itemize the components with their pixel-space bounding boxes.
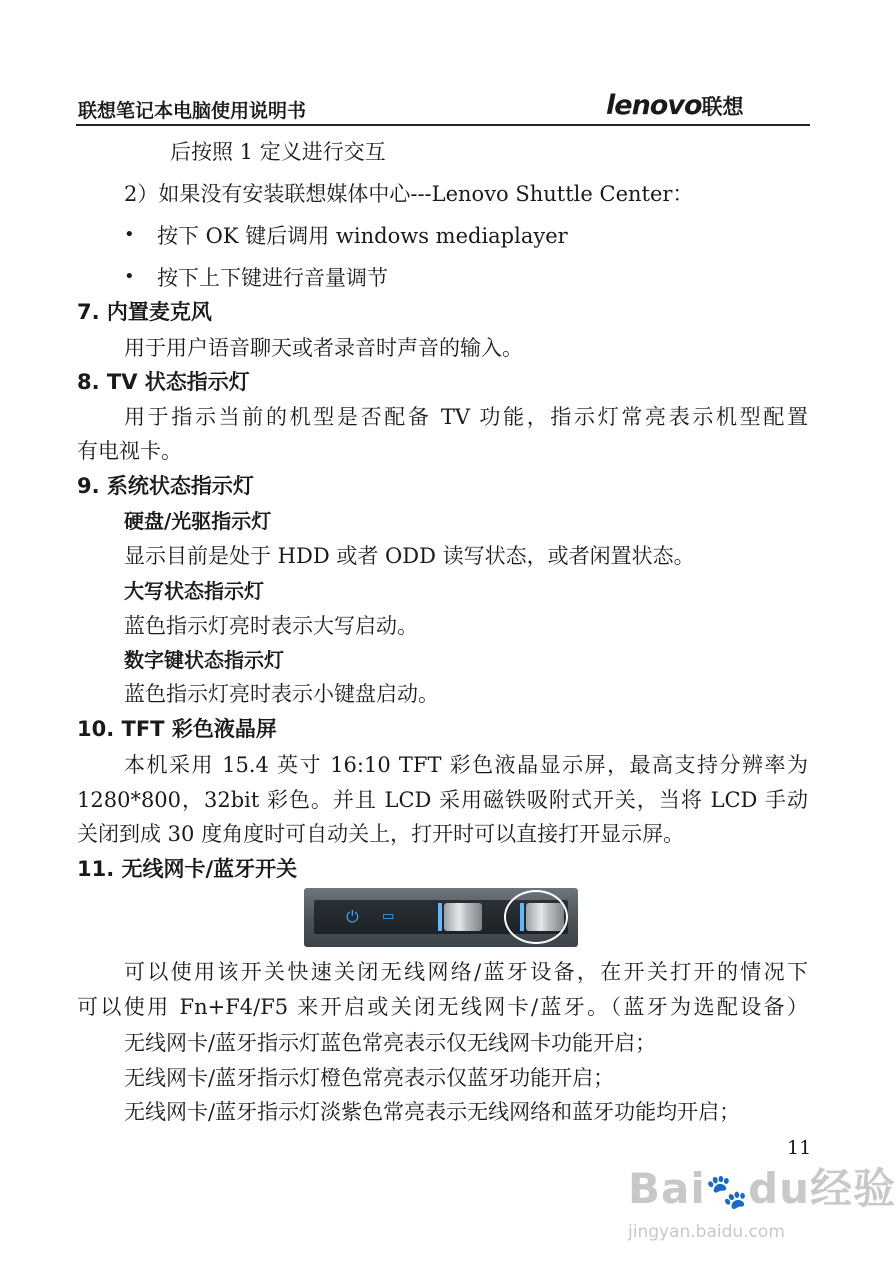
- section-body: 1280*800，32bit 彩色。并且 LCD 采用磁铁吸附式开关，当将 LCD 手动: [77, 788, 808, 812]
- bullet-item: 按下上下键进行音量调节: [157, 266, 388, 290]
- text-line: 2）如果没有安装联想媒体中心---Lenovo Shuttle Center：: [124, 182, 694, 206]
- watermark-brand-end: du: [748, 1164, 811, 1213]
- subheading: 大写状态指示灯: [124, 579, 264, 603]
- section-body: 无线网卡/蓝牙指示灯蓝色常亮表示仅无线网卡功能开启；: [124, 1031, 657, 1055]
- section-title-11: 11. 无线网卡/蓝牙开关: [77, 857, 298, 881]
- section-body: 显示目前是处于 HDD 或者 ODD 读写状态，或者闲置状态。: [124, 544, 695, 568]
- section-body: 蓝色指示灯亮时表示大写启动。: [124, 614, 418, 638]
- section-body: 本机采用 15.4 英寸 16:10 TFT 彩色液晶显示屏，最高支持分辨率为: [124, 753, 808, 777]
- wireless-switch-photo: [304, 888, 578, 947]
- section-title-8: 8. TV 状态指示灯: [77, 370, 250, 394]
- section-body: 蓝色指示灯亮时表示小键盘启动。: [124, 682, 439, 706]
- subheading: 数字键状态指示灯: [124, 648, 284, 672]
- wireless-indicator-icon: ▭: [382, 909, 395, 924]
- section-title-10: 10. TFT 彩色液晶屏: [77, 717, 277, 741]
- paw-icon: 🐾: [705, 1172, 749, 1212]
- section-body: 可以使用该开关快速关闭无线网络/蓝牙设备，在开关打开的情况下: [124, 960, 808, 984]
- text-line: 后按照 1 定义进行交互: [170, 140, 386, 164]
- bullet-icon: •: [124, 224, 135, 245]
- header-title: 联想笔记本电脑使用说明书: [78, 100, 307, 122]
- bullet-icon: •: [124, 266, 135, 287]
- header-rule: [76, 124, 810, 126]
- watermark-cn: 经验: [810, 1164, 896, 1213]
- section-body: 用于用户语音聊天或者录音时声音的输入。: [124, 336, 523, 360]
- switch-knob: [444, 903, 482, 931]
- section-title-9: 9. 系统状态指示灯: [77, 474, 254, 498]
- subheading: 硬盘/光驱指示灯: [124, 509, 272, 533]
- page-number: 11: [787, 1137, 812, 1159]
- section-body: 用于指示当前的机型是否配备 TV 功能，指示灯常亮表示机型配置: [124, 405, 808, 429]
- section-body: 无线网卡/蓝牙指示灯淡紫色常亮表示无线网络和蓝牙功能均开启；: [124, 1100, 741, 1124]
- logo-cjk: 联想: [701, 95, 744, 119]
- section-body: 可以使用 Fn+F4/F5 来开启或关闭无线网卡/蓝牙。（蓝牙为选配设备）: [77, 995, 808, 1019]
- logo-latin: lenovo: [606, 90, 702, 121]
- baidu-watermark: [628, 1156, 896, 1242]
- watermark-brand: Bai: [628, 1164, 706, 1213]
- section-body: 无线网卡/蓝牙指示灯橙色常亮表示仅蓝牙功能开启；: [124, 1066, 615, 1090]
- watermark-url: jingyan.baidu.com: [628, 1222, 785, 1242]
- lenovo-logo: [606, 90, 744, 121]
- bullet-item: 按下 OK 键后调用 windows mediaplayer: [157, 224, 568, 248]
- highlight-circle: [504, 890, 568, 944]
- section-body: 关闭到成 30 度角度时可自动关上，打开时可以直接打开显示屏。: [77, 822, 685, 846]
- section-body: 有电视卡。: [77, 439, 182, 463]
- section-title-7: 7. 内置麦克风: [77, 300, 212, 324]
- power-icon: ⏻: [346, 907, 359, 926]
